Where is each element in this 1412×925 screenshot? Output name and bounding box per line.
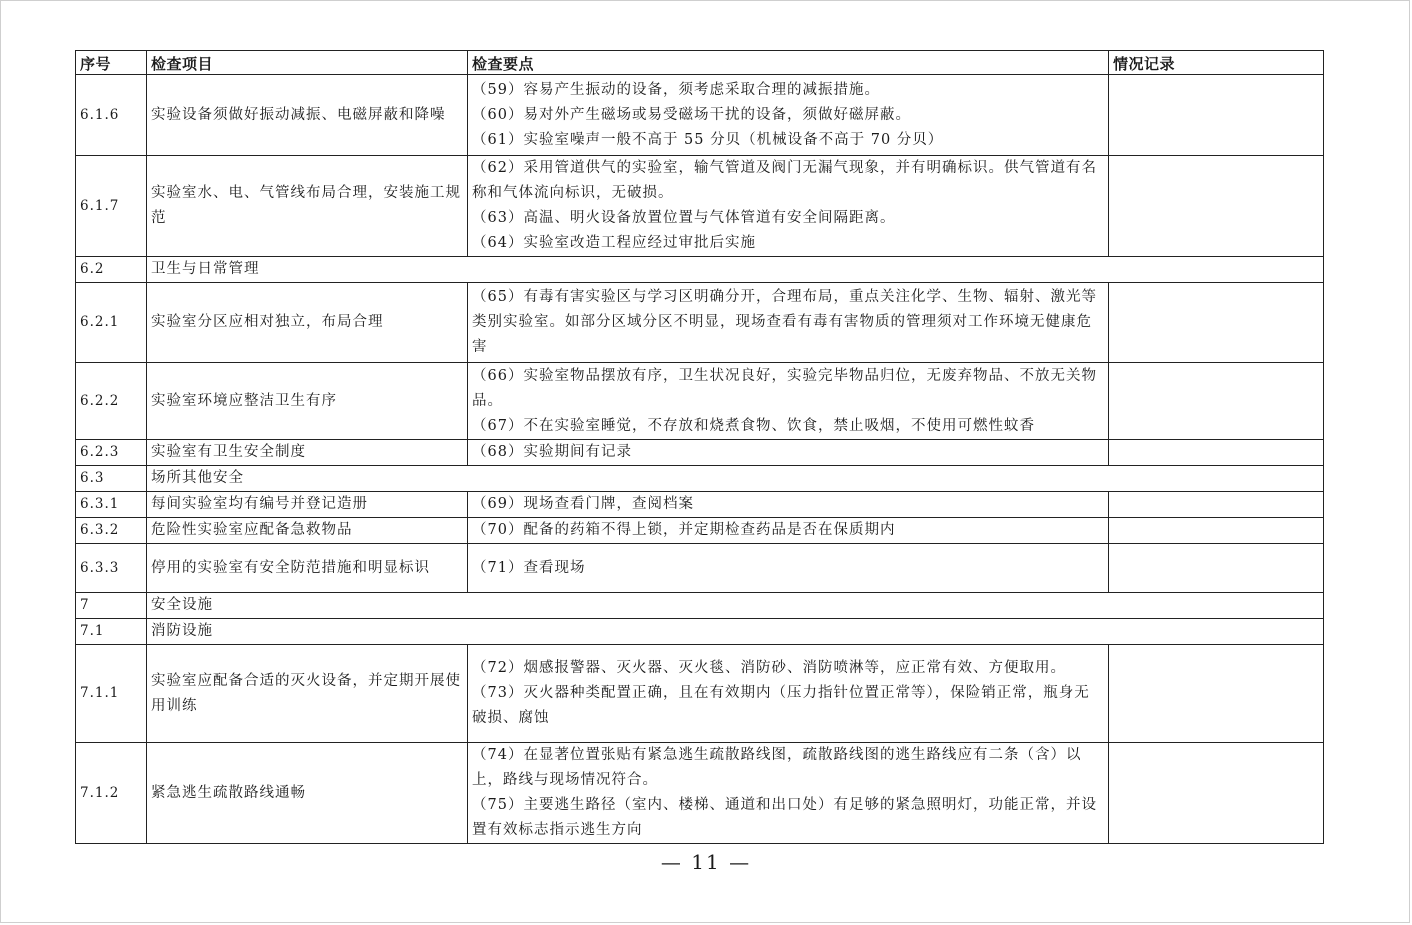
check-item: 停用的实验室有安全防范措施和明显标识 xyxy=(147,544,468,593)
check-point: （60）易对外产生磁场或易受磁场干扰的设备，须做好磁屏蔽。 xyxy=(472,106,911,123)
section-row xyxy=(76,593,1324,619)
section-number: 6.3 xyxy=(76,466,147,492)
check-points xyxy=(468,75,1109,156)
table-row xyxy=(76,440,1324,466)
table-row xyxy=(76,156,1324,257)
record-cell[interactable] xyxy=(1109,492,1324,518)
section-number: 6.2 xyxy=(76,257,147,283)
check-point: （73）灭火器种类配置正确，且在有效期内（压力指针位置正常等），保险销正常，瓶身无破损、腐蚀 xyxy=(472,685,1090,726)
check-points xyxy=(468,492,1109,518)
check-point: （59）容易产生振动的设备，须考虑采取合理的减振措施。 xyxy=(472,81,880,98)
section-row xyxy=(76,466,1324,492)
check-points xyxy=(468,544,1109,593)
item-number: 6.3.3 xyxy=(76,544,147,593)
item-number: 7.1.1 xyxy=(76,645,147,743)
check-points xyxy=(468,440,1109,466)
record-cell[interactable] xyxy=(1109,156,1324,257)
check-point: （65）有毒有害实验区与学习区明确分开，合理布局，重点关注化学、生物、辐射、激光等类别实验室。如部分区域分区不明显，现场查看有毒有害物质的管理须对工作环境无健康危害 xyxy=(472,289,1097,355)
check-point: （68）实验期间有记录 xyxy=(472,444,632,460)
table-header-row xyxy=(76,51,1324,75)
header-points: 检查要点 xyxy=(468,51,1109,75)
section-row xyxy=(76,619,1324,645)
record-cell[interactable] xyxy=(1109,363,1324,440)
check-points xyxy=(468,645,1109,743)
check-point: （70）配备的药箱不得上锁，并定期检查药品是否在保质期内 xyxy=(472,522,896,538)
check-point: （74）在显著位置张贴有紧急逃生疏散路线图，疏散路线图的逃生路线应有二条（含）以上，路线与现场情况符合。 xyxy=(472,747,1082,788)
check-point: （67）不在实验室睡觉，不存放和烧煮食物、饮食，禁止吸烟，不使用可燃性蚊香 xyxy=(472,417,1035,434)
page-number: — 11 — xyxy=(660,850,752,874)
record-cell[interactable] xyxy=(1109,544,1324,593)
check-item: 实验室应配备合适的灭火设备，并定期开展使用训练 xyxy=(147,645,468,743)
record-cell[interactable] xyxy=(1109,645,1324,743)
check-points xyxy=(468,518,1109,544)
item-number: 7.1.2 xyxy=(76,743,147,844)
check-item: 实验室水、电、气管线布局合理，安装施工规范 xyxy=(147,156,468,257)
record-cell[interactable] xyxy=(1109,518,1324,544)
section-number: 7.1 xyxy=(76,619,147,645)
item-number: 6.2.1 xyxy=(76,283,147,363)
check-item: 实验设备须做好振动减振、电磁屏蔽和降噪 xyxy=(147,75,468,156)
table-row xyxy=(76,645,1324,743)
check-point: （71）查看现场 xyxy=(472,559,586,576)
record-cell[interactable] xyxy=(1109,743,1324,844)
item-number: 6.3.2 xyxy=(76,518,147,544)
check-item: 实验室环境应整洁卫生有序 xyxy=(147,363,468,440)
table-row xyxy=(76,363,1324,440)
item-number: 6.1.6 xyxy=(76,75,147,156)
check-points xyxy=(468,156,1109,257)
record-cell[interactable] xyxy=(1109,283,1324,363)
table-body xyxy=(76,75,1324,844)
check-points xyxy=(468,743,1109,844)
check-point: （61）实验室噪声一般不高于 55 分贝（机械设备不高于 70 分贝） xyxy=(472,131,944,148)
section-row xyxy=(76,257,1324,283)
section-title: 消防设施 xyxy=(147,619,1324,645)
section-title: 安全设施 xyxy=(147,593,1324,619)
check-point: （66）实验室物品摆放有序，卫生状况良好，实验完毕物品归位，无废弃物品、不放无关物品。 xyxy=(472,367,1097,409)
table-row xyxy=(76,743,1324,844)
check-point: （64）实验室改造工程应经过审批后实施 xyxy=(472,235,756,251)
section-title: 场所其他安全 xyxy=(147,466,1324,492)
check-item: 实验室分区应相对独立，布局合理 xyxy=(147,283,468,363)
check-item: 实验室有卫生安全制度 xyxy=(147,440,468,466)
header-item: 检查项目 xyxy=(147,51,468,75)
inspection-table xyxy=(75,50,1324,844)
table-row xyxy=(76,75,1324,156)
check-item: 危险性实验室应配备急救物品 xyxy=(147,518,468,544)
check-point: （72）烟感报警器、灭火器、灭火毯、消防砂、消防喷淋等，应正常有效、方便取用。 xyxy=(472,660,1066,676)
section-number: 7 xyxy=(76,593,147,619)
table-row xyxy=(76,544,1324,593)
table-row xyxy=(76,518,1324,544)
check-point: （75）主要逃生路径（室内、楼梯、通道和出口处）有足够的紧急照明灯，功能正常，并设置有效标志指示逃生方向 xyxy=(472,797,1097,838)
check-point: （62）采用管道供气的实验室，输气管道及阀门无漏气现象，并有明确标识。供气管道有名称和气体流向标识，无破损。 xyxy=(472,160,1097,201)
item-number: 6.2.3 xyxy=(76,440,147,466)
record-cell[interactable] xyxy=(1109,75,1324,156)
header-record: 情况记录 xyxy=(1109,51,1324,75)
section-title: 卫生与日常管理 xyxy=(147,257,1324,283)
record-cell[interactable] xyxy=(1109,440,1324,466)
check-points xyxy=(468,363,1109,440)
item-number: 6.2.2 xyxy=(76,363,147,440)
check-point: （63）高温、明火设备放置位置与气体管道有安全间隔距离。 xyxy=(472,210,896,226)
table-row xyxy=(76,492,1324,518)
check-point: （69）现场查看门牌，查阅档案 xyxy=(472,496,694,512)
check-item: 紧急逃生疏散路线通畅 xyxy=(147,743,468,844)
header-no: 序号 xyxy=(76,51,147,75)
check-item: 每间实验室均有编号并登记造册 xyxy=(147,492,468,518)
item-number: 6.1.7 xyxy=(76,156,147,257)
item-number: 6.3.1 xyxy=(76,492,147,518)
check-points xyxy=(468,283,1109,363)
table-row xyxy=(76,283,1324,363)
